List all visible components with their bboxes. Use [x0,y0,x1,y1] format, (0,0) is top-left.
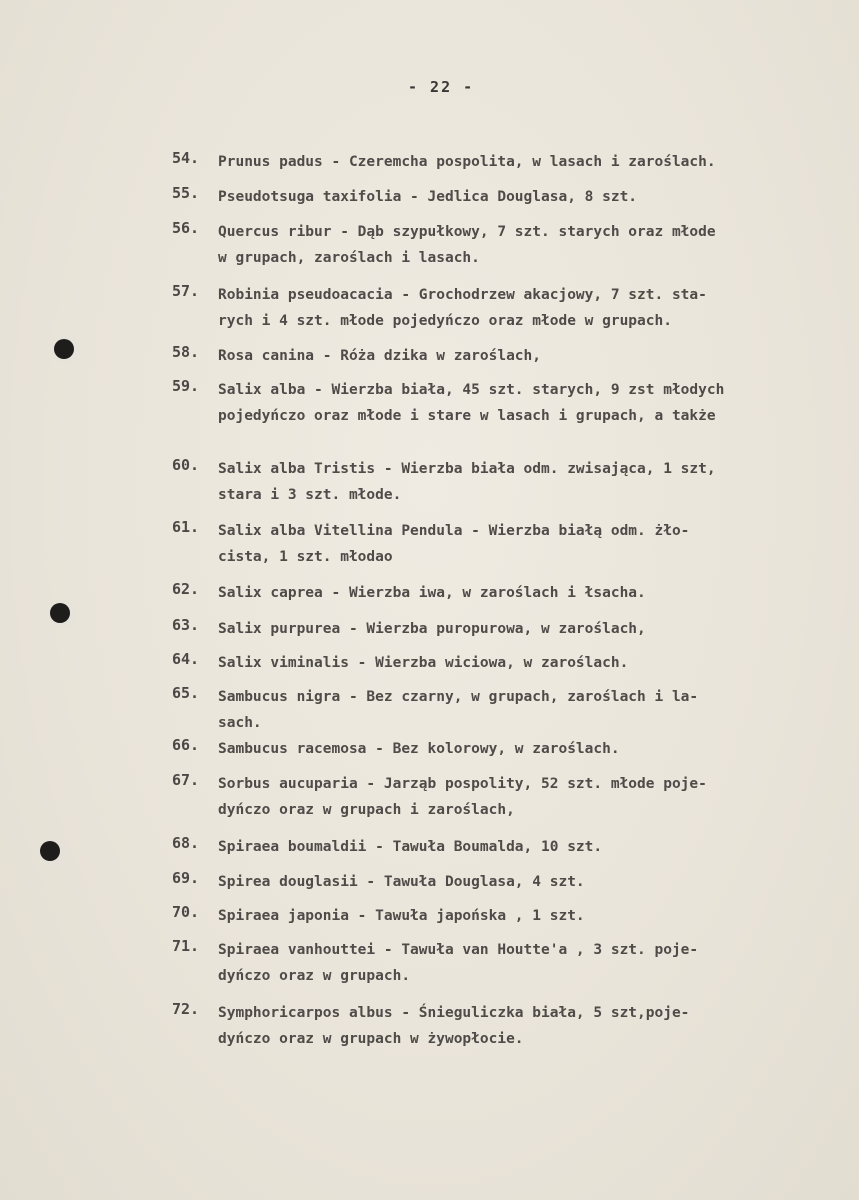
item-text [218,650,818,676]
item-text [218,937,818,989]
item-text [218,616,818,642]
item-number: 55. [172,184,200,202]
item-text [218,580,818,606]
item-line: Sorbus aucuparia - Jarząb pospolity, 52 szt. młode poje- [218,776,707,792]
item-number: 54. [172,149,200,167]
item-text [218,771,818,823]
item-line: Salix alba - Wierzba biała, 45 szt. starych, 9 zst młodych [218,382,725,398]
item-text [218,456,818,508]
item-number: 66. [172,736,200,754]
item-line: sach. [218,715,262,731]
item-number: 61. [172,518,200,536]
item-line: Spiraea vanhouttei - Tawuła van Houtte'a , 3 szt. poje- [218,942,699,958]
item-line: Quercus ribur - Dąb szypułkowy, 7 szt. starych oraz młode [218,224,716,240]
item-text [218,903,818,929]
item-line: Spiraea boumaldii - Tawuła Boumalda, 10 szt. [218,839,603,855]
item-text [218,869,818,895]
item-text [218,377,818,429]
item-line: Prunus padus - Czeremcha pospolita, w lasach i zaroślach. [218,154,716,170]
item-text [218,184,818,210]
item-line: stara i 3 szt. młode. [218,487,402,503]
item-number: 63. [172,616,200,634]
page-number: - 22 - [408,78,475,96]
item-text [218,684,818,736]
item-line: w grupach, zaroślach i lasach. [218,250,480,266]
item-number: 69. [172,869,200,887]
item-line: pojedyńczo oraz młode i stare w lasach i grupach, a także [218,408,716,424]
item-line: dyńczo oraz w grupach w żywopłocie. [218,1031,524,1047]
item-line: Pseudotsuga taxifolia - Jedlica Douglasa, 8 szt. [218,189,638,205]
item-line: Sambucus nigra - Bez czarny, w grupach, zaroślach i la- [218,689,699,705]
item-number: 60. [172,456,200,474]
item-number: 72. [172,1000,200,1018]
item-line: Rosa canina - Róża dzika w zaroślach, [218,348,542,364]
item-line: cista, 1 szt. młodao [218,549,393,565]
item-line: Salix purpurea - Wierzba puropurowa, w zaroślach, [218,621,646,637]
item-text [218,343,818,369]
item-line: Salix caprea - Wierzba iwa, w zaroślach i łsacha. [218,585,646,601]
item-number: 70. [172,903,200,921]
item-number: 68. [172,834,200,852]
item-line: rych i 4 szt. młode pojedyńczo oraz młode w grupach. [218,313,672,329]
item-number: 58. [172,343,200,361]
item-text [218,219,818,271]
item-line: Robinia pseudoacacia - Grochodrzew akacjowy, 7 szt. sta- [218,287,707,303]
item-line: Spiraea japonia - Tawuła japońska , 1 szt. [218,908,585,924]
item-text [218,518,818,570]
item-line: dyńczo oraz w grupach i zaroślach, [218,802,515,818]
item-number: 59. [172,377,200,395]
item-number: 57. [172,282,200,300]
item-text [218,834,818,860]
item-line: Salix viminalis - Wierzba wiciowa, w zaroślach. [218,655,629,671]
item-number: 65. [172,684,200,702]
item-text [218,149,818,175]
item-text [218,1000,818,1052]
item-number: 71. [172,937,200,955]
item-number: 67. [172,771,200,789]
item-number: 62. [172,580,200,598]
item-text [218,282,818,334]
item-line: Salix alba Tristis - Wierzba biała odm. zwisająca, 1 szt, [218,461,716,477]
item-text [218,736,818,762]
item-number: 56. [172,219,200,237]
item-line: Salix alba Vitellina Pendula - Wierzba białą odm. żło- [218,523,690,539]
item-line: Symphoricarpos albus - Śnieguliczka biała, 5 szt,poje- [218,1005,690,1021]
item-line: dyńczo oraz w grupach. [218,968,411,984]
item-number: 64. [172,650,200,668]
item-line: Sambucus racemosa - Bez kolorowy, w zaroślach. [218,741,620,757]
item-line: Spirea douglasii - Tawuła Douglasa, 4 szt. [218,874,585,890]
